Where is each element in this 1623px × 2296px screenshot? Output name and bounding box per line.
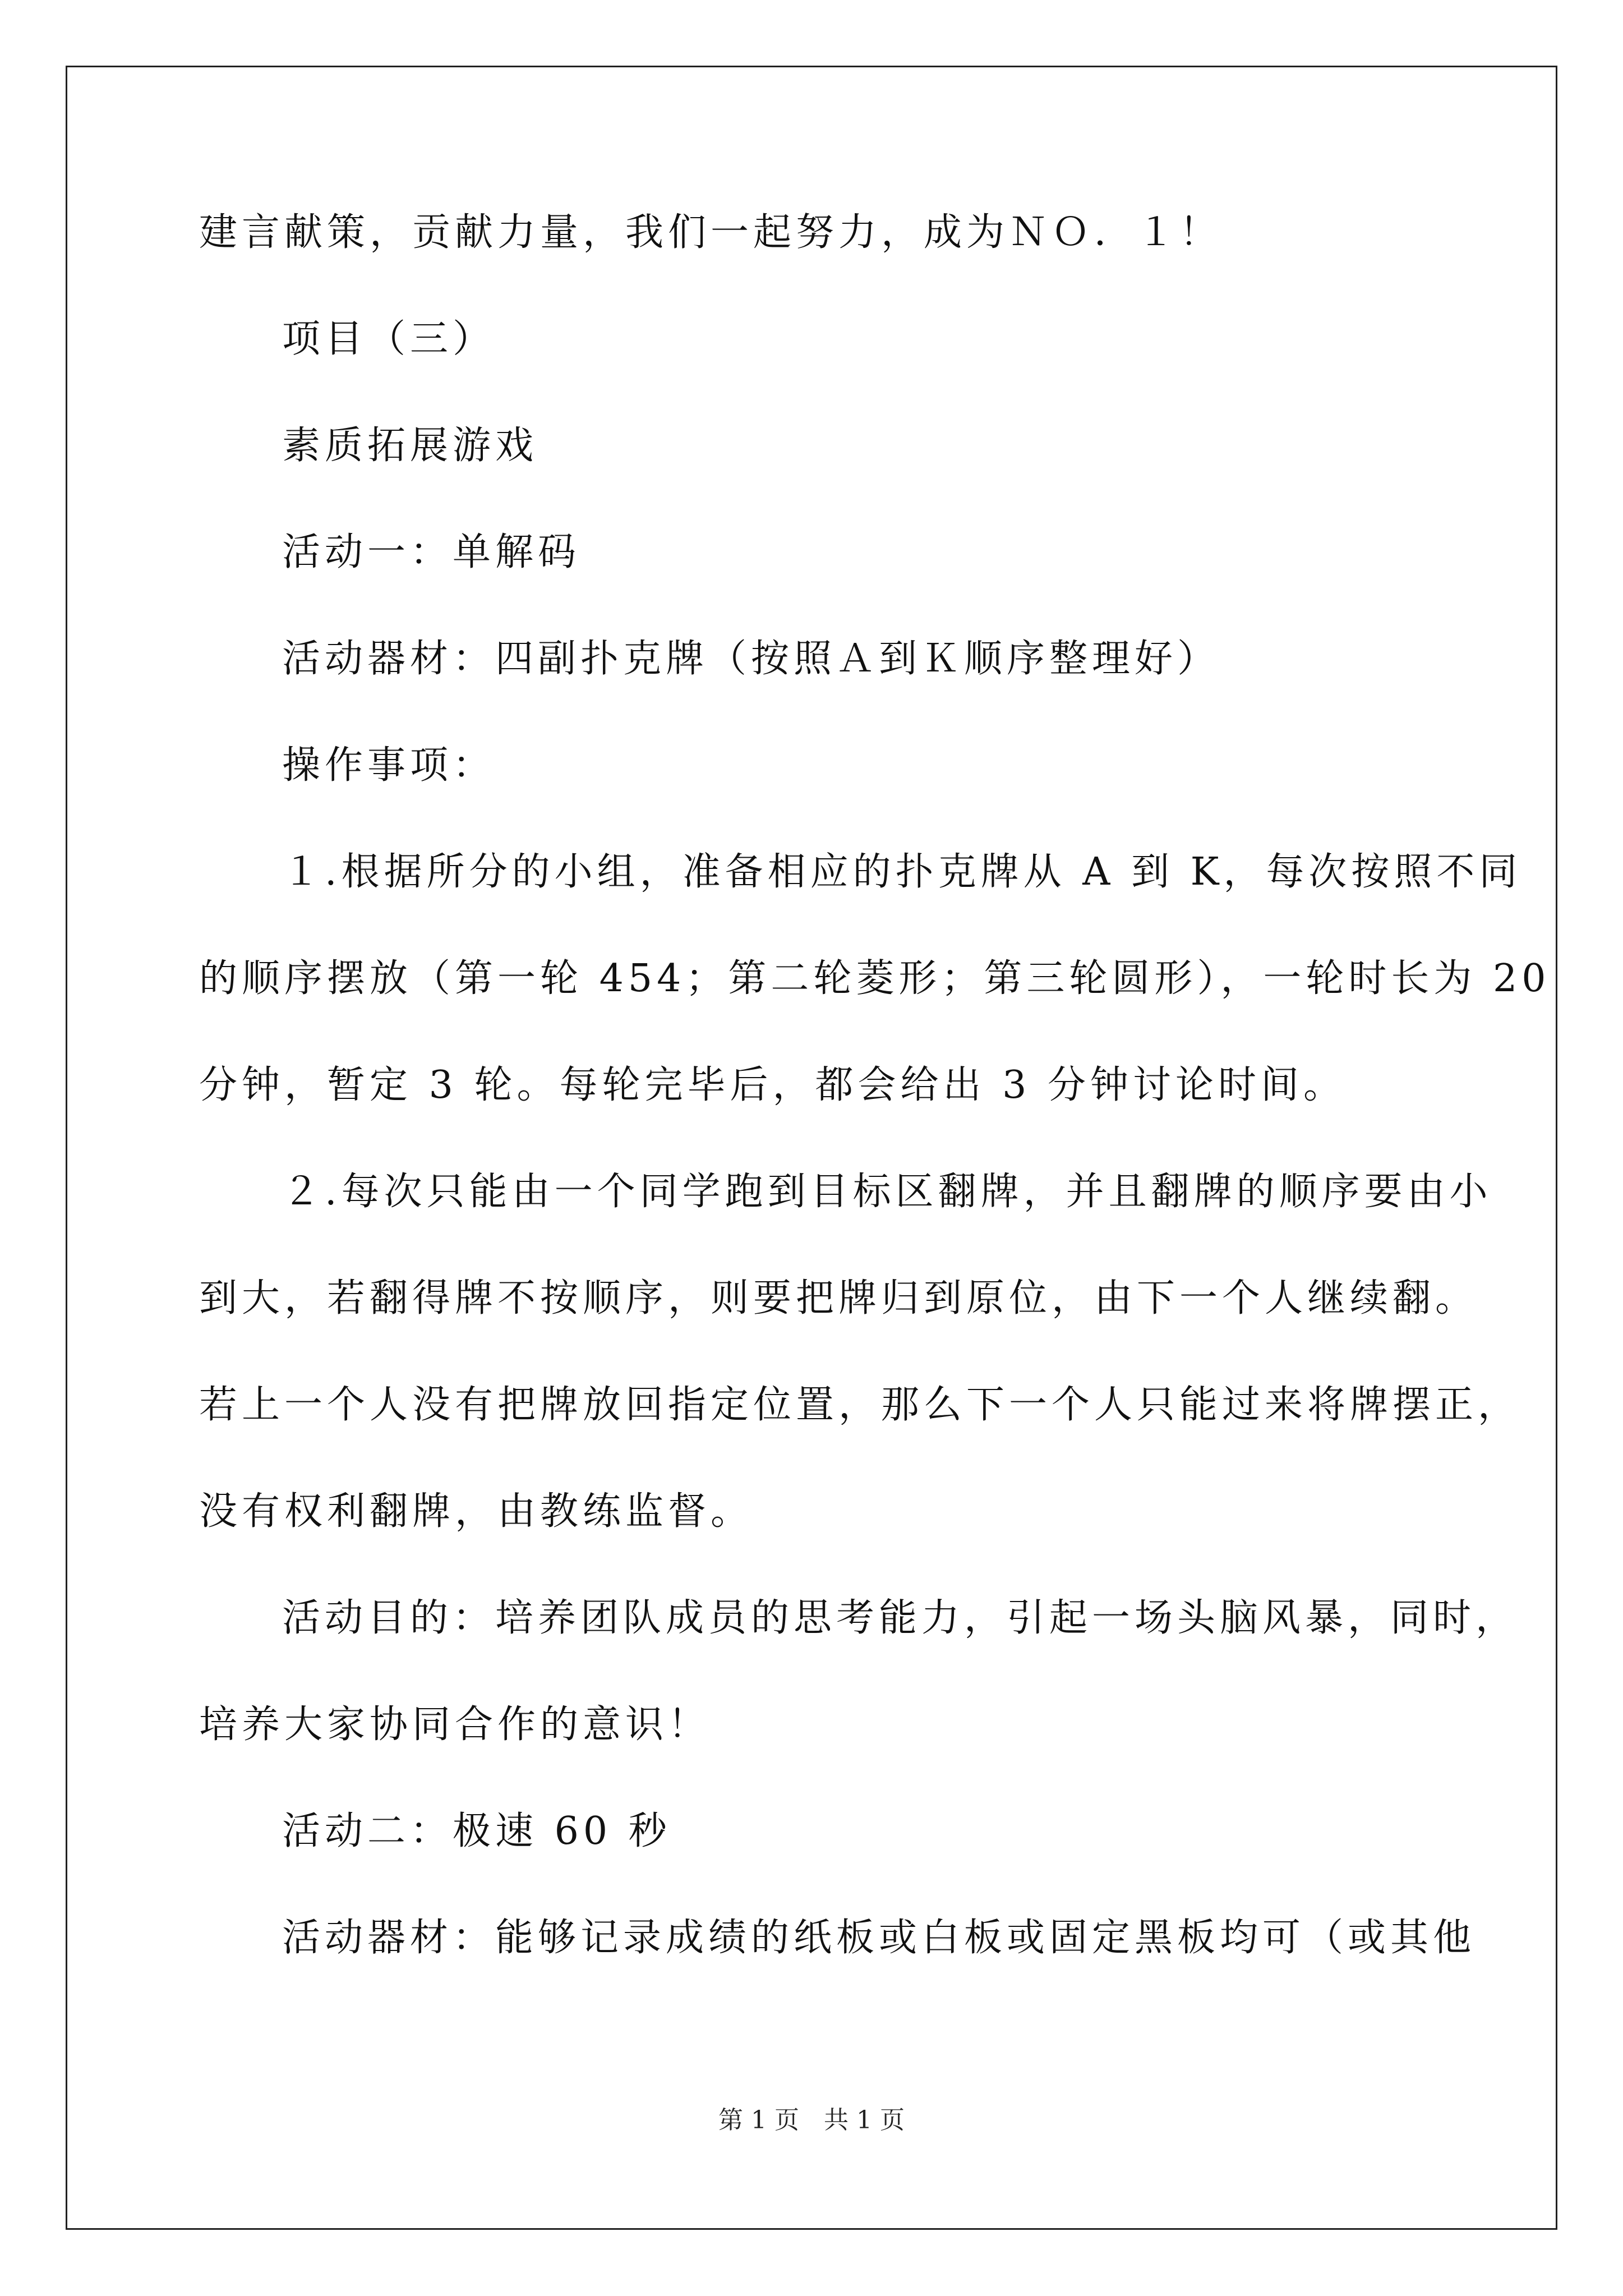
operation-step-2-line-1: ２.每次只能由一个同学跑到目标区翻牌，并且翻牌的顺序要由小 — [282, 1170, 1492, 1214]
operation-step-1-line-3: 分钟，暂定 3 轮。每轮完毕后，都会给出 3 分钟讨论时间。 — [199, 1063, 1346, 1107]
activity-title-2: 活动二：极速 60 秒 — [282, 1809, 671, 1853]
operation-step-2-line-4: 没有权利翻牌，由教练监督。 — [199, 1489, 754, 1534]
section-subtitle: 素质拓展游戏 — [282, 424, 538, 468]
page-footer: 第 1 页 共 1 页 — [718, 2106, 905, 2134]
activity-title-1: 活动一：单解码 — [282, 530, 581, 574]
activity-purpose-line-1: 活动目的：培养团队成员的思考能力，引起一场头脑风暴，同时， — [282, 1596, 1519, 1640]
operation-step-1-line-2: 的顺序摆放（第一轮 454；第二轮菱形；第三轮圆形），一轮时长为 20 — [199, 956, 1551, 1001]
activity-purpose-line-2: 培养大家协同合作的意识！ — [199, 1703, 711, 1747]
operation-step-1-line-1: １.根据所分的小组，准备相应的扑克牌从 A 到 K，每次按照不同 — [282, 850, 1522, 894]
page-border — [66, 66, 1557, 2230]
activity-equipment-1: 活动器材：四副扑克牌（按照Ａ到Ｋ顺序整理好） — [282, 637, 1220, 681]
section-heading: 项目（三） — [282, 317, 496, 361]
operation-heading: 操作事项： — [282, 743, 496, 788]
text-line-1: 建言献策，贡献力量，我们一起努力，成为ＮＯ．１！ — [199, 210, 1223, 255]
activity-equipment-2: 活动器材：能够记录成绩的纸板或白板或固定黑板均可（或其他 — [282, 1916, 1476, 1960]
operation-step-2-line-3: 若上一个人没有把牌放回指定位置，那么下一个人只能过来将牌摆正， — [199, 1383, 1521, 1427]
operation-step-2-line-2: 到大，若翻得牌不按顺序，则要把牌归到原位，由下一个人继续翻。 — [199, 1276, 1478, 1320]
